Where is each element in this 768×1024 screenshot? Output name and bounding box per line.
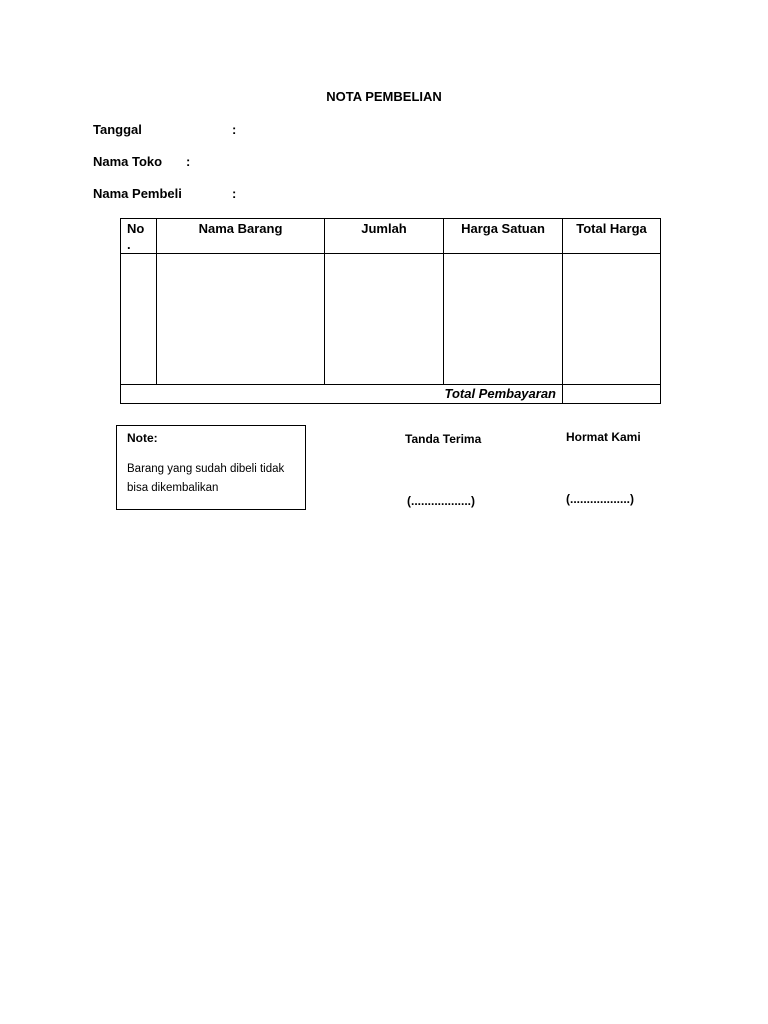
document-title: NOTA PEMBELIAN <box>326 89 442 104</box>
field-colon-tanggal: : <box>232 122 237 137</box>
table-body-row <box>121 254 661 385</box>
cell-no <box>121 254 157 385</box>
signature-line-hormat-kami: (..................) <box>566 492 635 506</box>
items-table <box>120 218 661 404</box>
cell-nama-barang <box>157 254 325 385</box>
field-label-nama-toko: Nama Toko <box>93 154 163 169</box>
cell-jumlah <box>325 254 444 385</box>
table-total-row <box>121 385 661 404</box>
field-label-nama-pembeli: Nama Pembeli <box>93 186 182 201</box>
signature-label-tanda-terima: Tanda Terima <box>405 432 482 446</box>
total-pembayaran-label: Total Pembayaran <box>121 385 563 404</box>
total-pembayaran-value <box>563 385 661 404</box>
signature-label-hormat-kami: Hormat Kami <box>566 430 641 444</box>
header-no: No . <box>121 219 157 254</box>
header-nama-barang: Nama Barang <box>157 219 325 254</box>
header-jumlah: Jumlah <box>325 219 444 254</box>
field-label-tanggal: Tanggal <box>93 122 142 137</box>
cell-total-harga <box>563 254 661 385</box>
cell-harga-satuan <box>444 254 563 385</box>
header-harga-satuan: Harga Satuan <box>444 219 563 254</box>
header-total-harga: Total Harga <box>563 219 661 254</box>
note-box <box>116 425 306 510</box>
signature-line-tanda-terima: (..................) <box>407 494 476 508</box>
field-colon-nama-pembeli: : <box>232 186 237 201</box>
table-header-row <box>121 219 661 254</box>
note-title: Note: <box>127 431 158 445</box>
note-text: Barang yang sudah dibeli tidak bisa dikembalikan <box>127 463 285 494</box>
field-colon-nama-toko: : <box>186 154 191 169</box>
